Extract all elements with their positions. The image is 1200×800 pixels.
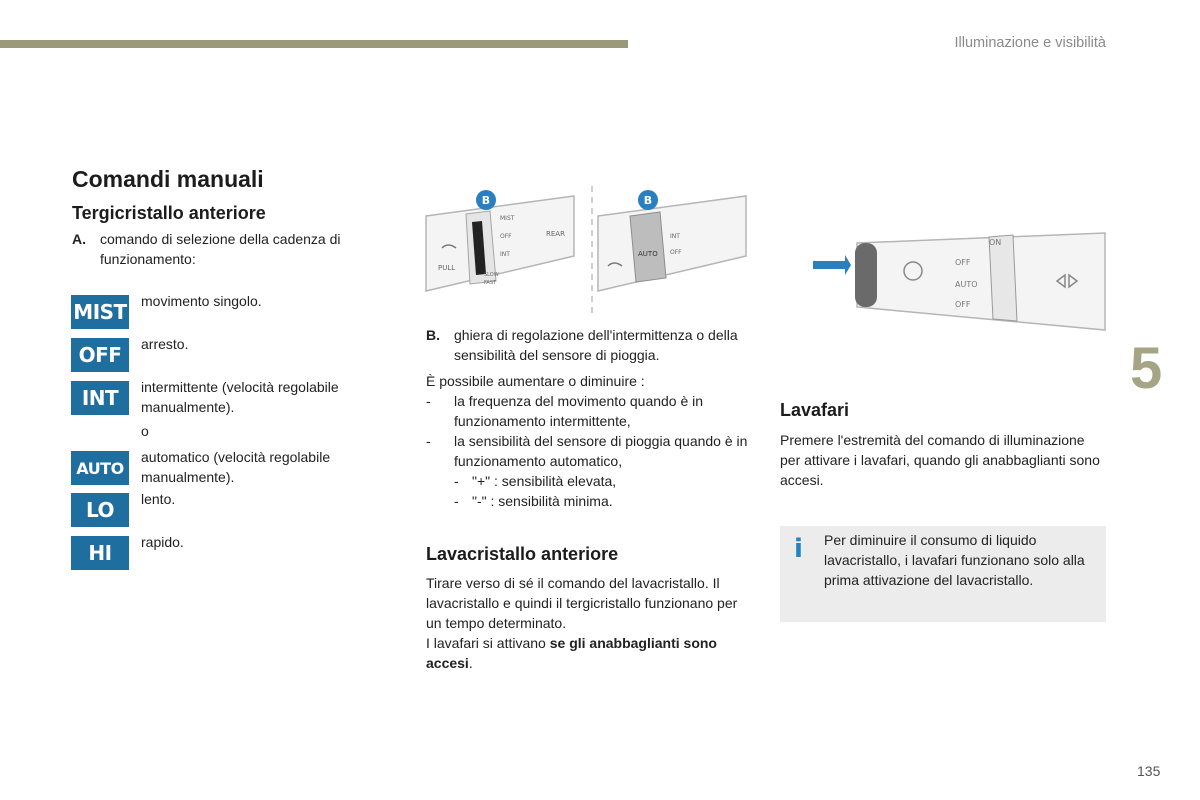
washer-paragraph: Tirare verso di sé il comando del lavacristallo. Il lavacristallo e quindi il tergicristallo funzionano per un tempo determinato.: [426, 575, 738, 631]
headlamp-washer-text: Premere l'estremità del comando di illuminazione per attivare i lavafari, quando gli anabbaglianti sono accesi.: [780, 432, 1100, 488]
int-badge: INT: [71, 381, 129, 415]
left-mist-label: MIST: [500, 215, 515, 222]
left-stalk-body: [426, 196, 574, 291]
auto-badge: AUTO: [71, 451, 129, 485]
item-b-text: ghiera di regolazione dell'intermittenza o della sensibilità del sensore di pioggia.: [454, 327, 738, 363]
stalk-end-cap: [855, 243, 877, 307]
headlamp-washer-heading: Lavafari: [780, 400, 850, 420]
info-box: [780, 526, 1106, 622]
callout-b-left-label: B: [481, 194, 491, 207]
list-item: [426, 431, 756, 471]
lighting-stalk-body: [857, 233, 1105, 330]
bullet-dash: -: [454, 493, 459, 509]
wiper-stalk-illustration: [424, 186, 764, 316]
washer-note: [426, 633, 754, 673]
left-off-label: OFF: [500, 233, 512, 240]
sub-list-item: [426, 491, 756, 511]
left-pull-label: PULL: [438, 264, 456, 272]
item-b-label: B.: [426, 327, 440, 343]
page-number: 135: [1137, 763, 1161, 779]
left-int-label: INT: [500, 251, 510, 258]
item-a-text: comando di selezione della cadenza di funzionamento:: [100, 231, 341, 267]
off-desc: arresto.: [141, 336, 189, 352]
right-off-label: OFF: [670, 249, 682, 256]
right-auto-label: AUTO: [638, 250, 658, 258]
on-label: ON: [989, 238, 1002, 247]
off-badge: OFF: [71, 338, 129, 372]
washer-text: [426, 573, 754, 673]
info-text: Per diminuire il consumo di liquido lavacristallo, i lavafari funzionano solo alla prima attivazione del lavacristallo.: [824, 532, 1085, 588]
lighting-ring: [989, 235, 1017, 321]
sub-bullet-text: "+" : sensibilità elevata,: [472, 473, 617, 489]
washer-heading: Lavacristallo anteriore: [426, 544, 619, 564]
page-title: Comandi manuali: [72, 166, 264, 192]
callout-b-right-label: B: [643, 194, 653, 207]
header-accent-bar: [0, 40, 628, 48]
ring-adjust-list: [426, 371, 756, 511]
left-fast-label: FAST: [484, 280, 497, 286]
mist-desc: movimento singolo.: [141, 293, 262, 309]
washer-note-prefix: I lavafari si attivano: [426, 635, 550, 651]
off-label-2: OFF: [955, 300, 971, 309]
auto-label: AUTO: [955, 280, 978, 289]
washer-note-suffix: .: [468, 655, 473, 671]
off-label-1: OFF: [955, 258, 971, 267]
right-stalk-body: [598, 196, 746, 291]
bullet-dash: -: [454, 473, 459, 489]
washer-note-bold: se gli anabbaglianti sono accesi: [426, 635, 717, 671]
right-int-label: INT: [670, 233, 680, 240]
auto-desc: automatico (velocità regolabile manualmente).: [141, 449, 331, 485]
hi-desc: rapido.: [141, 534, 184, 550]
or-text: o: [141, 423, 149, 439]
bullet-dash: -: [426, 433, 431, 449]
bullet-text: la sensibilità del sensore di pioggia quando è in funzionamento automatico,: [454, 433, 748, 469]
front-wiper-heading: Tergicristallo anteriore: [72, 203, 266, 223]
sub-bullet-text: "-" : sensibilità minima.: [472, 493, 613, 509]
info-icon: i: [794, 534, 803, 564]
left-slow-label: SLOW: [484, 272, 499, 278]
lo-badge: LO: [71, 493, 129, 527]
left-rear-label: REAR: [546, 230, 565, 238]
right-ring: [630, 212, 666, 282]
bullet-dash: -: [426, 393, 431, 409]
int-desc: intermittente (velocità regolabile manualmente).: [141, 379, 339, 415]
list-item: [426, 391, 756, 431]
ring-intro: È possibile aumentare o diminuire :: [426, 373, 645, 389]
chapter-number: 5: [1130, 336, 1163, 401]
item-a-label: A.: [72, 231, 86, 247]
bullet-text: la frequenza del movimento quando è in funzionamento intermittente,: [454, 393, 704, 429]
sub-list-item: [426, 471, 756, 491]
section-title: Illuminazione e visibilità: [954, 35, 1106, 51]
lo-desc: lento.: [141, 491, 176, 507]
press-arrow-icon: [813, 255, 851, 275]
hi-badge: HI: [71, 536, 129, 570]
lighting-stalk-illustration: [805, 225, 1107, 340]
mist-badge: MIST: [71, 295, 129, 329]
